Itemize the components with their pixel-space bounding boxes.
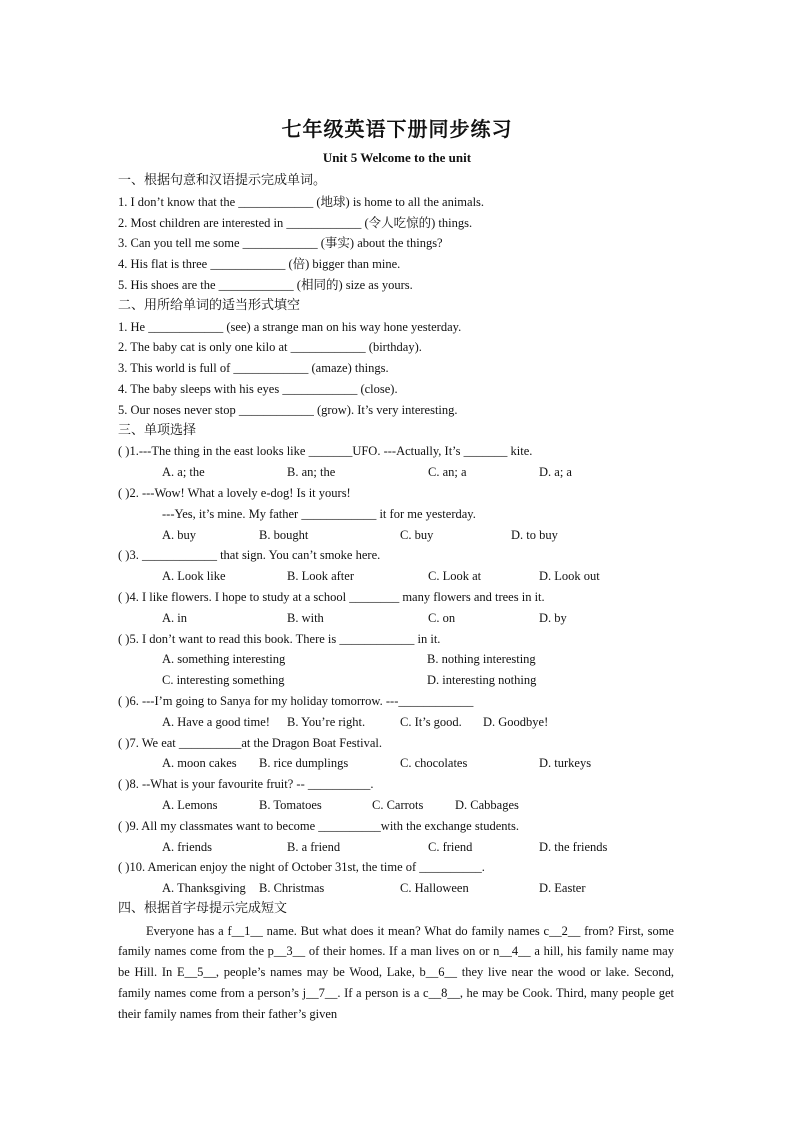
option-c: C. It’s good. — [400, 714, 462, 729]
section-1-item: 5. His shoes are the ____________ (相同的) size as yours. — [118, 277, 413, 292]
section-1-item: 2. Most children are interested in ____________ (令人吃惊的) things. — [118, 215, 473, 230]
option-c: C. Carrots — [372, 797, 424, 812]
option-a: A. friends — [162, 839, 212, 854]
worksheet-content — [118, 171, 678, 1025]
question-stem: ( )7. We eat __________at the Dragon Boat Festival. — [118, 735, 382, 750]
option-b: B. Christmas — [259, 881, 325, 896]
option-a: A. something interesting — [162, 652, 286, 667]
question-options — [118, 462, 678, 483]
question-options — [118, 608, 678, 629]
section-2-item: 1. He ____________ (see) a strange man on his way hone yesterday. — [118, 319, 462, 334]
option-a: A. a; the — [162, 465, 205, 480]
option-b: B. nothing interesting — [427, 652, 536, 667]
option-c: C. buy — [400, 527, 434, 542]
question-stem: ( )9. All my classmates want to become __________with the exchange students. — [118, 818, 519, 833]
option-a: A. Look like — [162, 569, 226, 584]
option-d: D. Look out — [539, 569, 600, 584]
option-b: B. an; the — [287, 465, 336, 480]
option-b: B. a friend — [287, 839, 341, 854]
option-d: D. turkeys — [539, 756, 592, 771]
question-stem-continued: ---Yes, it’s mine. My father ____________ it for me yesterday. — [162, 506, 476, 521]
question-options — [118, 878, 678, 899]
section-3-heading: 三、单项选择 — [118, 422, 197, 438]
question-stem: ( )2. ---Wow! What a lovely e-dog! Is it yours! — [118, 485, 351, 500]
option-d: D. the friends — [539, 839, 608, 854]
section-1-item: 3. Can you tell me some ____________ (事实) about the things? — [118, 236, 443, 251]
option-b: B. bought — [259, 527, 309, 542]
option-b: B. You’re right. — [287, 714, 366, 729]
question-stem: ( )1.---The thing in the east looks like _______UFO. ---Actually, It’s _______ kite. — [118, 444, 533, 459]
option-c: C. on — [428, 610, 456, 625]
section-2-item: 5. Our noses never stop ____________ (grow). It’s very interesting. — [118, 402, 458, 417]
section-1-heading: 一、根据句意和汉语提示完成单词。 — [118, 173, 327, 188]
option-a: A. Lemons — [162, 797, 218, 812]
option-a: A. Have a good time! — [162, 714, 270, 729]
question-stem: ( )3. ____________ that sign. You can’t smoke here. — [118, 548, 381, 563]
option-a: A. in — [162, 610, 187, 625]
section-1-item: 1. I don’t know that the ____________ (地球) is home to all the animals. — [118, 194, 485, 209]
option-c: C. chocolates — [400, 756, 468, 771]
option-c: C. an; a — [428, 465, 467, 480]
question-stem: ( )8. --What is your favourite fruit? -- __________. — [118, 777, 374, 792]
question-options — [118, 566, 678, 587]
section-2-item: 3. This world is full of ____________ (amaze) things. — [118, 361, 389, 376]
option-a: A. buy — [162, 527, 197, 542]
question-stem: ( )10. American enjoy the night of October 31st, the time of __________. — [118, 860, 485, 875]
section-2-item: 4. The baby sleeps with his eyes ____________ (close). — [118, 381, 398, 396]
question-options — [118, 649, 678, 670]
section-4-heading: 四、根据首字母提示完成短文 — [118, 900, 288, 916]
option-d: D. Goodbye! — [483, 714, 549, 729]
option-a: A. Thanksgiving — [162, 881, 246, 896]
section-2-heading: 二、用所给单词的适当形式填空 — [118, 297, 301, 313]
question-options — [118, 525, 678, 546]
option-d: D. Cabbages — [455, 797, 519, 812]
question-options — [118, 753, 678, 774]
question-options — [118, 795, 678, 816]
option-d: D. Easter — [539, 881, 586, 896]
option-b: B. rice dumplings — [259, 756, 349, 771]
option-d: D. by — [539, 610, 567, 625]
option-b: B. with — [287, 610, 324, 625]
option-c: C. Halloween — [400, 881, 469, 896]
question-options — [118, 670, 678, 691]
option-c: C. interesting something — [162, 673, 285, 688]
section-1-item: 4. His flat is three ____________ (倍) bigger than mine. — [118, 257, 401, 272]
page-title: 七年级英语下册同步练习 — [281, 117, 513, 141]
option-d: D. interesting nothing — [427, 673, 537, 688]
cloze-paragraph: Everyone has a f__1__ name. But what does it mean? What do family names c__2__ from? First, some family names come from the p__3__ of their homes. If a man lives on or n__4__ a hill, his family name may be Hill. In E__5__, people’s names may be Wood, Lake, b__6__ they live near the wood or lake. Second, family names come from a person’s j__7__. If a person is a c__8__, he may be Cook. Third, many people get their family names from their father’s given — [118, 923, 674, 1021]
option-c: C. Look at — [428, 569, 482, 584]
option-a: A. moon cakes — [162, 756, 237, 771]
option-b: B. Look after — [287, 569, 354, 584]
page-subtitle: Unit 5 Welcome to the unit — [322, 150, 472, 165]
option-b: B. Tomatoes — [259, 797, 322, 812]
section-2-item: 2. The baby cat is only one kilo at ____________ (birthday). — [118, 340, 422, 355]
question-options — [118, 837, 678, 858]
question-stem: ( )6. ---I’m going to Sanya for my holiday tomorrow. ---____________ — [118, 693, 474, 708]
question-stem: ( )5. I don’t want to read this book. There is ____________ in it. — [118, 631, 441, 646]
option-d: D. a; a — [539, 465, 572, 480]
option-d: D. to buy — [511, 527, 558, 542]
question-stem: ( )4. I like flowers. I hope to study at a school ________ many flowers and trees in it. — [118, 589, 545, 604]
question-options — [118, 712, 678, 733]
option-c: C. friend — [428, 839, 473, 854]
